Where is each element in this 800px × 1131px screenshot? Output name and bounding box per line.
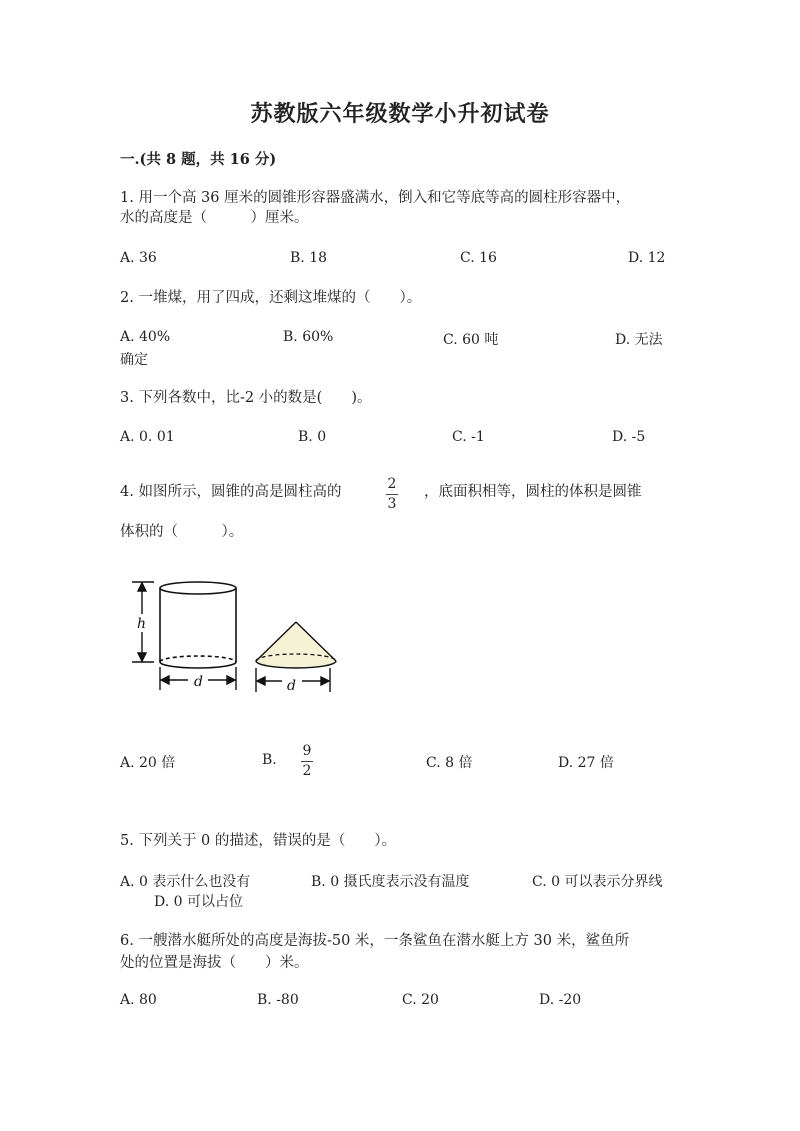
question-1-line-2: 水的高度是（ ）厘米。	[120, 210, 309, 226]
question-5-line-1: 5. 下列关于 0 的描述，错误的是（ ）。	[120, 833, 397, 849]
fraction-bar	[301, 761, 313, 762]
section-heading: 一.(共 8 题，共 16 分)	[120, 151, 277, 168]
question-5-option-c: C. 0 可以表示分界线	[532, 874, 663, 890]
question-6-option-d: D. -20	[539, 992, 582, 1008]
question-4-option-d: D. 27 倍	[558, 755, 614, 771]
fraction-bar	[386, 494, 398, 495]
question-5-option-a: A. 0 表示什么也没有	[120, 874, 251, 890]
question-4-option-a: A. 20 倍	[120, 755, 176, 771]
question-1-option-d: D. 12	[628, 250, 666, 266]
fraction-numerator: 9	[302, 743, 312, 759]
question-5-option-b: B. 0 摄氏度表示没有温度	[311, 874, 470, 890]
question-2-option-c: C. 60 吨	[443, 332, 499, 348]
question-5-option-d: D. 0 可以占位	[154, 894, 243, 910]
question-2-option-a: A. 40%	[120, 329, 171, 345]
question-4-option-c: C. 8 倍	[426, 755, 473, 771]
question-4-line-1a: 4. 如图所示，圆锥的高是圆柱高的	[120, 484, 342, 500]
fraction-denominator: 2	[302, 763, 312, 779]
question-1-option-a: A. 36	[120, 250, 157, 266]
question-3-option-c: C. -1	[452, 429, 485, 445]
question-1-option-b: B. 18	[290, 250, 328, 266]
question-6-option-a: A. 80	[120, 992, 157, 1008]
fraction-denominator: 3	[387, 496, 397, 512]
question-2-option-d: D. 无法	[615, 332, 663, 348]
page-title: 苏教版六年级数学小升初试卷	[250, 101, 550, 127]
question-4-fraction	[385, 477, 399, 512]
question-6-line-1: 6. 一艘潜水艇所处的高度是海拔-50 米，一条鲨鱼在潜水艇上方 30 米，鲨鱼所	[120, 933, 630, 949]
cylinder-cone-figure	[118, 570, 340, 695]
question-6-option-c: C. 20	[402, 992, 439, 1008]
question-2-line-1: 2. 一堆煤，用了四成，还剩这堆煤的（ ）。	[120, 290, 422, 306]
cone-shape	[256, 622, 336, 668]
question-3-line-1: 3. 下列各数中，比-2 小的数是( )。	[120, 390, 372, 406]
question-3-option-a: A. 0. 01	[120, 429, 175, 445]
question-4-line-1b: ，底面积相等，圆柱的体积是圆锥	[424, 484, 642, 500]
cylinder-diameter-label: d	[194, 674, 203, 690]
question-6-option-b: B. -80	[257, 992, 299, 1008]
cylinder-shape	[160, 582, 236, 668]
question-2-option-b: B. 60%	[283, 329, 334, 345]
question-4-option-b-prefix: B.	[262, 752, 277, 768]
question-4-line-2: 体积的（ ）。	[120, 524, 244, 540]
height-label: h	[137, 616, 147, 632]
question-6-line-2: 处的位置是海拔（ ）米。	[120, 955, 309, 971]
question-1-line-1: 1. 用一个高 36 厘米的圆锥形容器盛满水，倒入和它等底等高的圆柱形容器中，	[120, 190, 631, 206]
fraction-numerator: 2	[387, 476, 397, 492]
question-1-option-c: C. 16	[460, 250, 497, 266]
question-3-option-b: B. 0	[298, 429, 327, 445]
question-2-option-d-wrap: 确定	[120, 352, 148, 368]
question-3-option-d: D. -5	[612, 429, 646, 445]
question-4-option-b-fraction	[300, 744, 314, 779]
cone-diameter-label: d	[287, 678, 296, 694]
